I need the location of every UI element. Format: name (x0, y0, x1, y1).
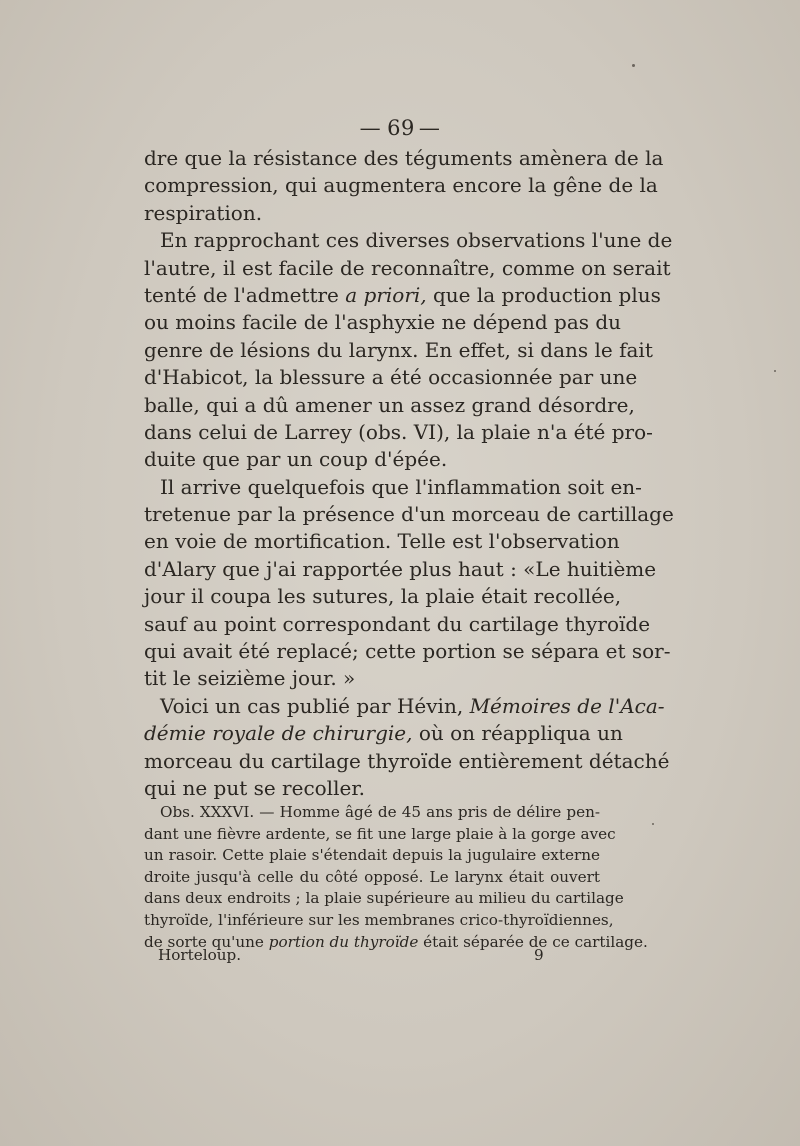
text-line: duite que par un coup d'épée. (144, 447, 448, 472)
text-segment: tenté de l'admettre (144, 282, 339, 307)
paper-speck (652, 823, 654, 825)
text-line: respiration. (144, 200, 263, 225)
text-line: d'Alary que j'ai rapportée plus haut : «Le huitième (144, 556, 657, 581)
text-line: ou moins facile de l'asphyxie ne dépend pas du (144, 310, 622, 335)
text-line: qui avait été replacé; cette portion se sépara et sor- (144, 639, 671, 664)
text-line: l'autre, il est facile de reconnaître, comme on serait (144, 255, 671, 280)
text-line: Il arrive quelquefois que l'inflammation soit en- (160, 474, 642, 499)
text-line: d'Habicot, la blessure a été occasionnée par une (144, 365, 638, 390)
text-line (144, 282, 661, 309)
text-line (144, 693, 665, 720)
text-line: tretenue par la présence d'un morceau de cartillage (144, 502, 674, 527)
printer-signature (144, 946, 600, 968)
note-line: un rasoir. Cette plaie s'étendait depuis la jugulaire externe (144, 846, 600, 865)
note-segment: était séparée de ce cartilage. (423, 932, 648, 951)
observation-note (144, 802, 648, 953)
signature-name: Horteloup. (158, 946, 242, 964)
note-segment: de sorte qu'une (144, 932, 264, 951)
text-line: morceau du cartilage thyroïde entièrement détaché (144, 748, 670, 773)
text-line: compression, qui augmentera encore la gêne de la (144, 173, 658, 198)
text-line (144, 720, 623, 747)
italic-phrase: démie royale de chirurgie, (144, 721, 413, 746)
note-line: dans deux endroits ; la plaie supérieure au milieu du cartilage (144, 889, 624, 908)
note-line: thyroïde, l'inférieure sur les membranes crico-thyroïdiennes, (144, 910, 614, 929)
page-header (0, 116, 800, 140)
text-line: dans celui de Larrey (obs. VI), la plaie n'a été pro- (144, 419, 653, 444)
page-number: 69 (387, 116, 415, 140)
text-line: jour il coupa les sutures, la plaie était recollée, (144, 584, 622, 609)
header-dash-left: — (359, 116, 382, 140)
signature-number: 9 (534, 946, 544, 964)
italic-phrase: a priori, (345, 282, 427, 307)
note-line: dant une fièvre ardente, se fit une large plaie à la gorge avec (144, 824, 616, 843)
text-segment: que la production plus (433, 282, 661, 307)
italic-phrase: Mémoires de l'Aca- (469, 693, 665, 718)
text-line: sauf au point correspondant du cartilage thyroïde (144, 611, 651, 636)
text-line: qui ne put se recoller. (144, 775, 366, 800)
text-segment: où on réappliqua un (418, 721, 623, 746)
text-line: tit le seizième jour. » (144, 666, 356, 691)
text-line: en voie de mortification. Telle est l'observation (144, 529, 620, 554)
paper-speck (774, 370, 776, 372)
body-text (144, 145, 674, 802)
text-segment: Voici un cas publié par Hévin, (160, 693, 464, 718)
paper-speck (632, 64, 635, 67)
italic-phrase: portion du thyroïde (268, 932, 419, 951)
text-line: dre que la résistance des téguments amènera de la (144, 146, 664, 170)
text-line: En rapprochant ces diverses observations l'une de (160, 228, 673, 253)
note-line: Obs. XXXVI. — Homme âgé de 45 ans pris de délire pen- (160, 803, 600, 821)
note-line: droite jusqu'à celle du côté opposé. Le larynx était ouvert (144, 867, 600, 886)
header-dash-right: — (418, 116, 441, 140)
text-line: balle, qui a dû amener un assez grand désordre, (144, 392, 635, 417)
text-line: genre de lésions du larynx. En effet, si dans le fait (144, 337, 653, 362)
